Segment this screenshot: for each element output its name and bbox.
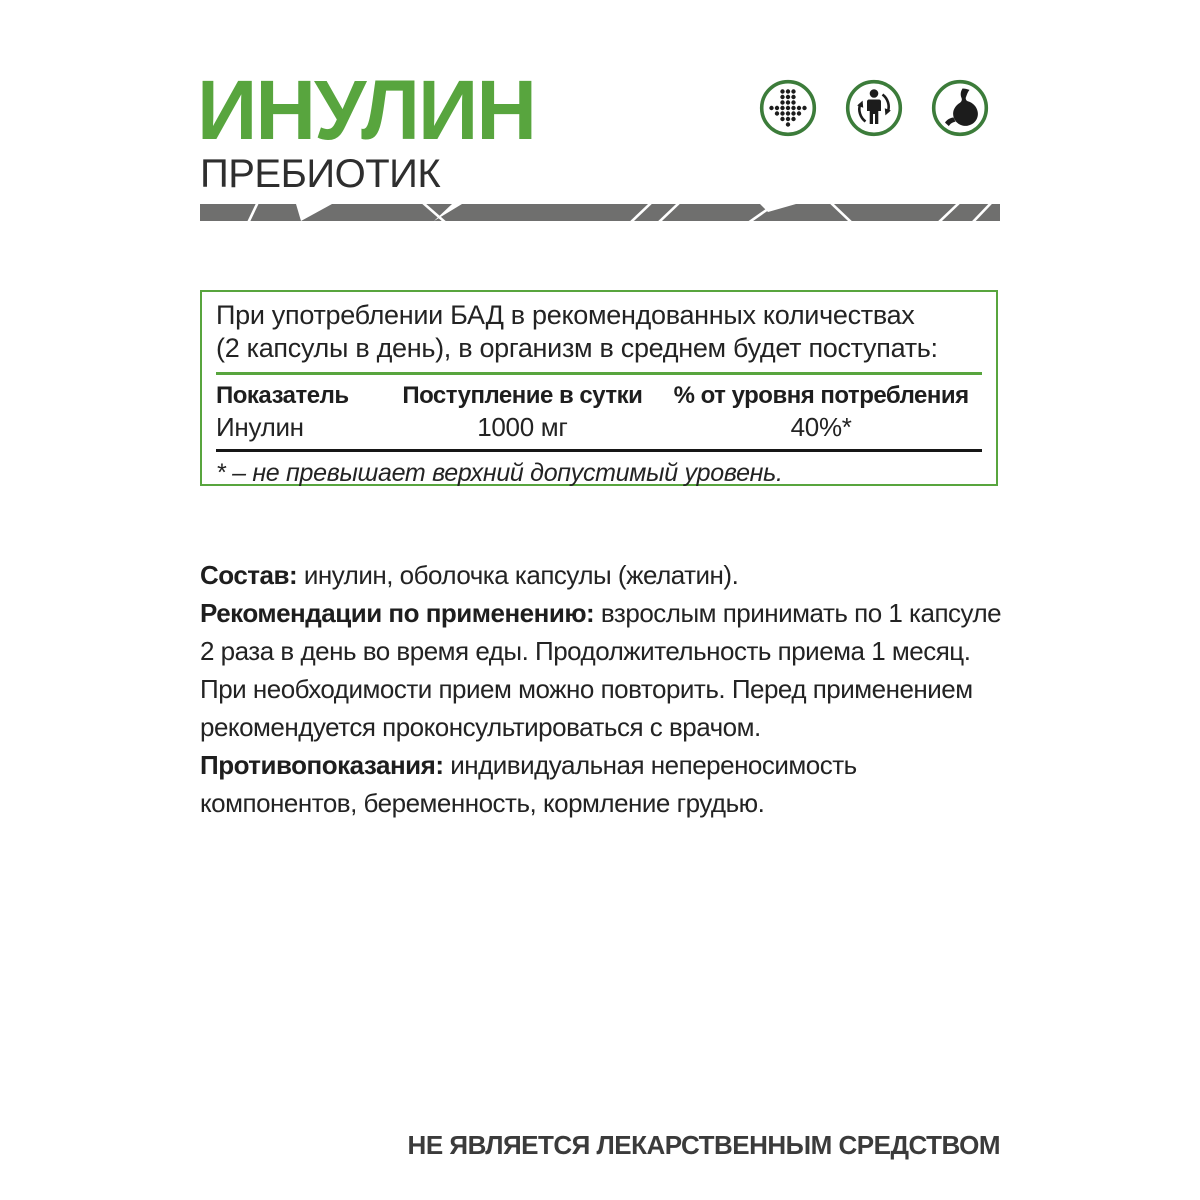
table-cell-name: Инулин (216, 412, 304, 442)
green-divider (216, 372, 982, 375)
stomach-icon (930, 78, 990, 138)
benefit-icons (758, 78, 990, 138)
decorative-banner (200, 204, 1000, 221)
table-header-daily-intake: Поступление в сутки (402, 382, 643, 409)
info-paragraph: Рекомендации по применению: взрослым принимать по 1 капсуле 2 раза в день во время еды. Продолжительность приема 1 месяц. (200, 598, 1002, 666)
metabolism-person-icon (844, 78, 904, 138)
info-paragraph: Состав: инулин, оболочка капсулы (желатин). (200, 560, 739, 590)
table-header-indicator: Показатель (216, 382, 349, 409)
table-header-row (216, 380, 982, 411)
page-title: ИНУЛИН (197, 63, 536, 157)
table-row (216, 411, 982, 444)
product-subtitle: ПРЕБИОТИК (200, 152, 441, 196)
dotted-arrow-down-icon (758, 78, 818, 138)
table-footnote: * – не превышает верхний допустимый уровень. (216, 459, 783, 487)
disclaimer-text: НЕ ЯВЛЯЕТСЯ ЛЕКАРСТВЕННЫМ СРЕДСТВОМ (407, 1130, 1000, 1160)
table-cell-percent: 40%* (790, 412, 852, 442)
intake-intro-line-2: (2 капсулы в день), в организм в среднем будет поступать: (216, 333, 938, 363)
intake-box (200, 290, 998, 486)
intake-intro-line-1: При употреблении БАД в рекомендованных количествах (216, 300, 915, 330)
black-divider (216, 449, 982, 452)
info-paragraphs (200, 556, 1020, 822)
info-paragraph: При необходимости прием можно повторить. Перед применением рекомендуется проконсультироваться с врачом. (200, 674, 973, 742)
info-paragraph: Противопоказания: индивидуальная непереносимость компонентов, беременность, кормление грудью. (200, 750, 857, 818)
table-cell-amount: 1000 мг (477, 412, 568, 442)
table-header-percent: % от уровня потребления (673, 382, 969, 409)
